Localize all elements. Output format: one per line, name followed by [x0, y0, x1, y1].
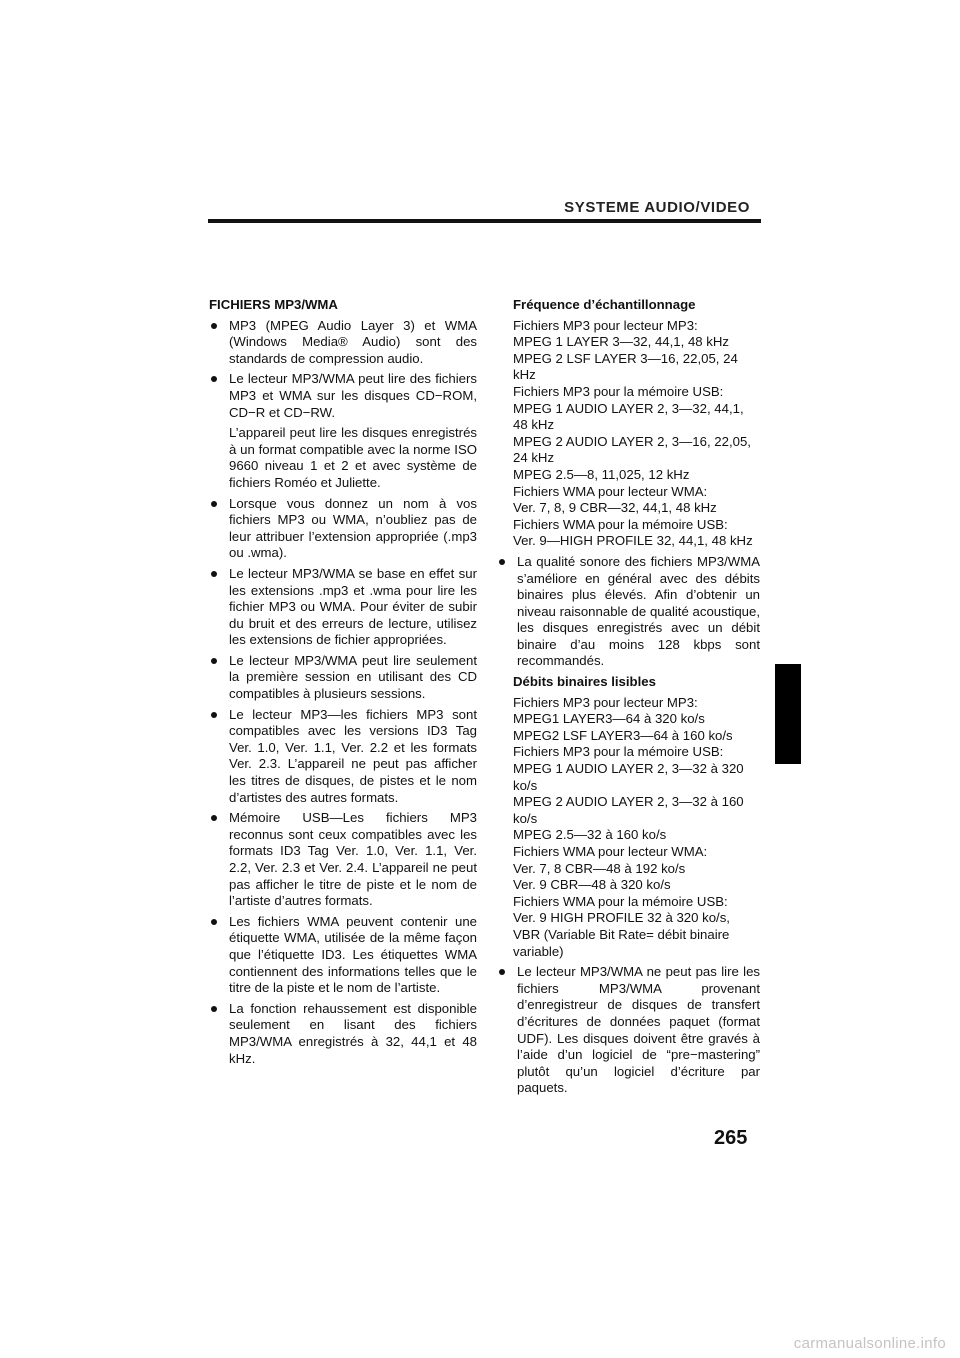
chapter-tab-marker	[775, 664, 801, 764]
right-column	[497, 297, 760, 1101]
bullet-text: Le lecteur MP3/WMA peut lire des fichiers MP3 et WMA sur les disques CD−ROM, CD−R et CD−RW.	[229, 371, 477, 420]
bullet-dot-icon	[211, 919, 217, 925]
bullet-dot-icon	[211, 1006, 217, 1012]
bullet-text: Le lecteur MP3/WMA peut lire seulement la première session en utilisant des CD compatibles à plusieurs sessions.	[229, 652, 477, 702]
bullet-item	[497, 964, 760, 1097]
spec-line: MPEG 2 AUDIO LAYER 2, 3—16, 22,05, 24 kHz	[513, 433, 751, 466]
bullet-text: MP3 (MPEG Audio Layer 3) et WMA (Windows Media® Audio) sont des standards de compression audio.	[229, 317, 477, 366]
bullet-text: La qualité sonore des fichiers MP3/WMA s’améliore en général avec des débits binaires plus élevés. Afin d’obtenir un niveau raisonnable de qualité acoustique, les disques enregistrés avec un débit binaire d’au moins 128 kbps sont recommandés.	[517, 553, 760, 669]
bullet-dot-icon	[211, 815, 217, 821]
spec-line: Ver. 9 CBR—48 à 320 ko/s	[513, 877, 671, 893]
spec-line: Fichiers MP3 pour la mémoire USB:	[513, 744, 724, 760]
spec-line: MPEG 2 LSF LAYER 3—16, 22,05, 24 kHz	[513, 350, 738, 383]
spec-line: MPEG 1 AUDIO LAYER 2, 3—32 à 320 ko/s	[513, 761, 744, 793]
page-number: 265	[714, 1127, 748, 1149]
bullet-item	[209, 1001, 477, 1067]
sampling-frequency-title: Fréquence d’échantillonnage	[513, 297, 696, 312]
bullet-text: La fonction rehaussement est disponible seulement en lisant des fichiers MP3/WMA enregistrés à 32, 44,1 et 48 kHz.	[229, 1000, 477, 1066]
bullet-item	[209, 318, 477, 368]
spec-line: MPEG 1 LAYER 3—32, 44,1, 48 kHz	[513, 334, 729, 350]
spec-line: Fichiers MP3 pour la mémoire USB:	[513, 383, 724, 399]
bullet-dot-icon	[211, 571, 217, 577]
section-header-title: SYSTEME AUDIO/VIDEO	[564, 199, 750, 216]
spec-line: Fichiers WMA pour lecteur WMA:	[513, 844, 708, 859]
bullet-item	[209, 496, 477, 562]
spec-line: MPEG 2 AUDIO LAYER 2, 3—32 à 160 ko/s	[513, 794, 744, 826]
bullet-dot-icon	[211, 501, 217, 507]
header-rule	[208, 219, 761, 223]
bullet-item	[209, 707, 477, 807]
spec-line: Ver. 9—HIGH PROFILE 32, 44,1, 48 kHz	[513, 533, 753, 549]
bullet-item	[209, 566, 477, 649]
bullet-item	[209, 810, 477, 910]
spec-line: Fichiers WMA pour lecteur WMA:	[513, 483, 708, 499]
spec-line: MPEG1 LAYER3—64 à 320 ko/s	[513, 711, 705, 727]
left-column	[209, 297, 477, 1071]
spec-line: Ver. 7, 8, 9 CBR—32, 44,1, 48 kHz	[513, 500, 717, 516]
spec-line: Ver. 9 HIGH PROFILE 32 à 320 ko/s, VBR (Variable Bit Rate= débit binaire variable)	[513, 910, 730, 959]
bullet-dot-icon	[211, 658, 217, 664]
bullet-text: Le lecteur MP3/WMA ne peut pas lire les fichiers MP3/WMA provenant d’enregistreur de disques de transfert d’écritures de données paquet (format UDF). Les disques doivent être gravés à l’aide d’un logiciel de “pre−mastering” plutôt qu’un logiciel d’écriture par paquets.	[517, 964, 760, 1096]
bullet-dot-icon	[211, 376, 217, 382]
bitrates-list	[497, 695, 760, 961]
spec-line: MPEG 2.5—8, 11,025, 12 kHz	[513, 466, 690, 482]
spec-line: Fichiers WMA pour la mémoire USB:	[513, 516, 728, 532]
watermark: carmanualsonline.info	[793, 1335, 946, 1352]
bullet-item	[209, 914, 477, 997]
section-title: FICHIERS MP3/WMA	[209, 297, 338, 312]
bullet-dot-icon	[499, 969, 505, 975]
bullet-extra-text: L’appareil peut lire les disques enregistrés à un format compatible avec la norme ISO 9660 niveau 1 et 2 et avec système de fichiers Roméo et Juliette.	[229, 425, 477, 490]
spec-line: MPEG 1 AUDIO LAYER 2, 3—32, 44,1, 48 kHz	[513, 400, 744, 433]
bullet-text: Lorsque vous donnez un nom à vos fichiers MP3 ou WMA, n’oubliez pas de leur attribuer l’extension appropriée (.mp3 ou .wma).	[229, 495, 477, 561]
spec-line: Ver. 7, 8 CBR—48 à 192 ko/s	[513, 860, 686, 876]
spec-line: Fichiers MP3 pour lecteur MP3:	[513, 694, 698, 710]
bitrates-title: Débits binaires lisibles	[513, 674, 656, 690]
bullet-text: Le lecteur MP3—les fichiers MP3 sont compatibles avec les versions ID3 Tag Ver. 1.0, Ver. 1.1, Ver. 2.2 et les formats Ver. 2.3. L’appareil ne peut pas afficher les titres de disques, de pistes et le nom d’artistes des autres formats.	[229, 706, 477, 805]
bullet-text: Les fichiers WMA peuvent contenir une étiquette WMA, utilisée de la même façon que l’étiquette ID3. Les étiquettes WMA contiennent des informations telles que le titre de la piste et le nom de l’artiste.	[229, 913, 477, 996]
spec-line: Fichiers MP3 pour lecteur MP3:	[513, 317, 698, 333]
bullet-dot-icon	[211, 712, 217, 718]
bullet-text: Mémoire USB—Les fichiers MP3 reconnus sont ceux compatibles avec les formats ID3 Tag Ver. 1.0, Ver. 1.1, Ver. 2.2, Ver. 2.3 et Ver. 2.4. L’appareil ne peut pas afficher le titre de piste et le nom de l’artiste d’autres formats.	[229, 810, 477, 909]
spec-line: MPEG2 LSF LAYER3—64 à 160 ko/s	[513, 727, 733, 743]
bullet-dot-icon	[499, 559, 505, 565]
bullet-item	[209, 653, 477, 703]
spec-line: Fichiers WMA pour la mémoire USB:	[513, 893, 728, 909]
bullet-dot-icon	[211, 323, 217, 329]
bullet-item	[209, 371, 477, 491]
sampling-frequency-list	[497, 318, 760, 550]
spec-line: MPEG 2.5—32 à 160 ko/s	[513, 827, 667, 843]
bullet-item	[497, 554, 760, 670]
bullet-text: Le lecteur MP3/WMA se base en effet sur les extensions .mp3 et .wma pour lire les fichier MP3 ou WMA. Pour éviter de subir du bruit et des erreurs de lecture, utilisez les extensions de fichier appropriées.	[229, 565, 477, 648]
